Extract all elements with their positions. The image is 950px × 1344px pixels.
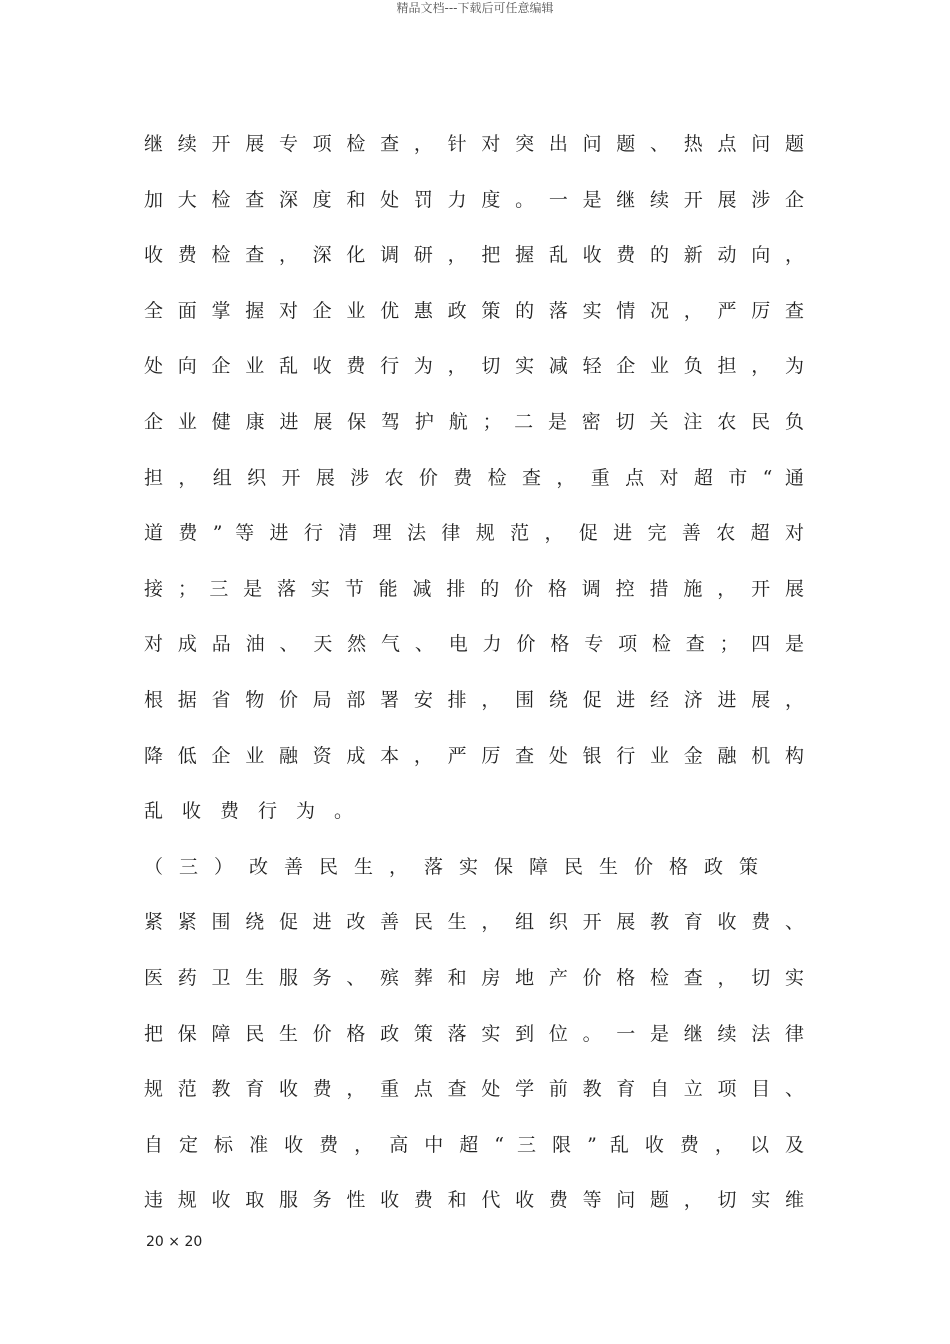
text-line: 收 费 检 查 ， 深 化 调 研 ， 把 握 乱 收 费 的 新 动 向 ， xyxy=(144,244,806,267)
text-line: 加 大 检 查 深 度 和 处 罚 力 度 。 一 是 继 续 开 展 涉 企 xyxy=(144,188,806,211)
page-header: 精品文档---下载后可任意编辑 xyxy=(396,1,554,15)
text-line: 降 低 企 业 融 资 成 本 ， 严 厉 查 处 银 行 业 金 融 机 构 xyxy=(144,744,806,767)
text-line: 全 面 掌 握 对 企 业 优 惠 政 策 的 落 实 情 况 ， 严 厉 查 xyxy=(144,299,806,322)
text-line: 道 费 ” 等 进 行 清 理 法 律 规 范 ， 促 进 完 善 农 超 对 xyxy=(144,522,806,545)
section-heading: （三）改善民生，落实保障民生价格政策 xyxy=(144,855,775,878)
text-line: 企 业 健 康 进 展 保 驾 护 航 ； 二 是 密 切 关 注 农 民 负 xyxy=(144,410,806,433)
text-line: 根 据 省 物 价 局 部 署 安 排 ， 围 绕 促 进 经 济 进 展 ， xyxy=(144,688,806,711)
text-line: 担 ， 组 织 开 展 涉 农 价 费 检 查 ， 重 点 对 超 市 “ 通 xyxy=(144,466,806,489)
text-line: 处 向 企 业 乱 收 费 行 为 ， 切 实 减 轻 企 业 负 担 ， 为 xyxy=(144,355,806,378)
text-line: 紧 紧 围 绕 促 进 改 善 民 生 ， 组 织 开 展 教 育 收 费 、 xyxy=(144,911,806,934)
text-line: 自 定 标 准 收 费 ， 高 中 超 “ 三 限 ” 乱 收 费 ， 以 及 xyxy=(144,1133,806,1156)
text-line: 继 续 开 展 专 项 检 查 ， 针 对 突 出 问 题 、 热 点 问 题 xyxy=(144,133,806,155)
text-line: 规 范 教 育 收 费 ， 重 点 查 处 学 前 教 育 自 立 项 目 、 xyxy=(144,1078,806,1101)
text-line-last: 乱收费行为。 xyxy=(144,800,373,823)
text-line: 医 药 卫 生 服 务 、 殡 葬 和 房 地 产 价 格 检 查 ， 切 实 xyxy=(144,966,806,989)
text-line: 对 成 品 油 、 天 然 气 、 电 力 价 格 专 项 检 查 ； 四 是 xyxy=(144,633,806,656)
document-body xyxy=(144,117,806,1229)
text-line: 违 规 收 取 服 务 性 收 费 和 代 收 费 等 问 题 ， 切 实 维 xyxy=(144,1189,806,1212)
text-line: 把 保 障 民 生 价 格 政 策 落 实 到 位 。 一 是 继 续 法 律 xyxy=(144,1022,806,1045)
text-line: 接 ； 三 是 落 实 节 能 减 排 的 价 格 调 控 措 施 ， 开 展 xyxy=(144,577,806,600)
grid-size-label: 20 × 20 xyxy=(146,1234,203,1250)
